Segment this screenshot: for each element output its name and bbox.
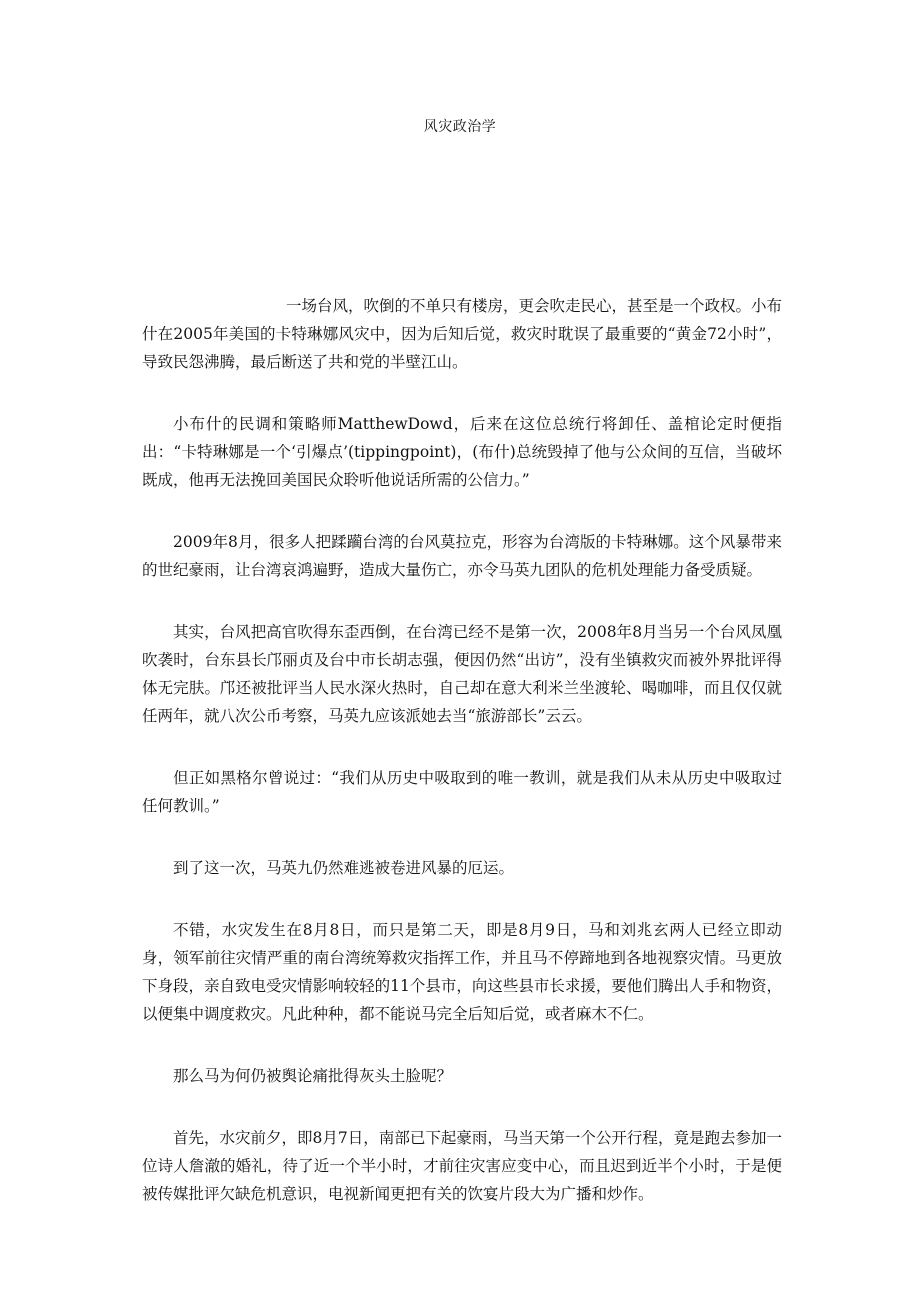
paragraph-4: 其实，台风把高官吹得东歪西倒，在台湾已经不是第一次，2008年8月当另一个台风凤凰吹袭时，台东县长邝丽贞及台中市长胡志强，便因仍然“出访”，没有坐镇救灾而被外界批评得体无完肤。邝还被批评当人民水深火热时，自己却在意大利米兰坐渡轮、喝咖啡，而且仅仅就任两年，就八次公币考察，马英九应该派她去当“旅游部长”云云。 [142, 623, 782, 725]
paragraph-8: 那么马为何仍被舆论痛批得灰头土脸呢？ [173, 1067, 453, 1085]
paragraph-9: 首先，水灾前夕，即8月7日，南部已下起豪雨，马当天第一个公开行程，竟是跑去参加一位诗人詹澈的婚礼，待了近一个半小时，才前往灾害应变中心，而且迟到近半个小时，于是便被传媒批评欠缺危机意识，电视新闻更把有关的饮宴片段大为广播和炒作。 [142, 1129, 782, 1203]
paragraph-6: 到了这一次，马英九仍然难逃被卷进风暴的厄运。 [173, 859, 515, 877]
paragraph-2: 小布什的民调和策略师MatthewDowd，后来在这位总统行将卸任、盖棺论定时便指出：“卡特琳娜是一个‘引爆点’(tippingpoint)，(布什)总统毁掉了他与公众间的互信，当破坏既成，他再无法挽回美国民众聆听他说话所需的公信力。” [142, 415, 782, 489]
article-body [142, 292, 782, 1208]
paragraph-3: 2009年8月，很多人把蹂躏台湾的台风莫拉克，形容为台湾版的卡特琳娜。这个风暴带来的世纪豪雨，让台湾哀鸿遍野，造成大量伤亡，亦令马英九团队的危机处理能力备受质疑。 [142, 533, 782, 579]
paragraph-1: 一场台风，吹倒的不单只有楼房，更会吹走民心，甚至是一个政权。小布什在2005年美国的卡特琳娜风灾中，因为后知后觉，救灾时耽误了最重要的“黄金72小时”，导致民怨沸腾，最后断送了共和党的半壁江山。 [142, 297, 783, 371]
document-title: 风灾政治学 [423, 119, 497, 135]
paragraph-5: 但正如黑格尔曾说过：“我们从历史中吸取到的唯一教训，就是我们从未从历史中吸取过任何教训。” [142, 769, 782, 815]
paragraph-7: 不错，水灾发生在8月8日，而只是第二天，即是8月9日，马和刘兆玄两人已经立即动身，领军前往灾情严重的南台湾统筹救灾指挥工作，并且马不停蹄地到各地视察灾情。马更放下身段，亲自致电受灾情影响较轻的11个县市，向这些县市长求援，要他们腾出人手和物资，以便集中调度救灾。凡此种种，都不能说马完全后知后觉，或者麻木不仁。 [142, 921, 782, 1023]
